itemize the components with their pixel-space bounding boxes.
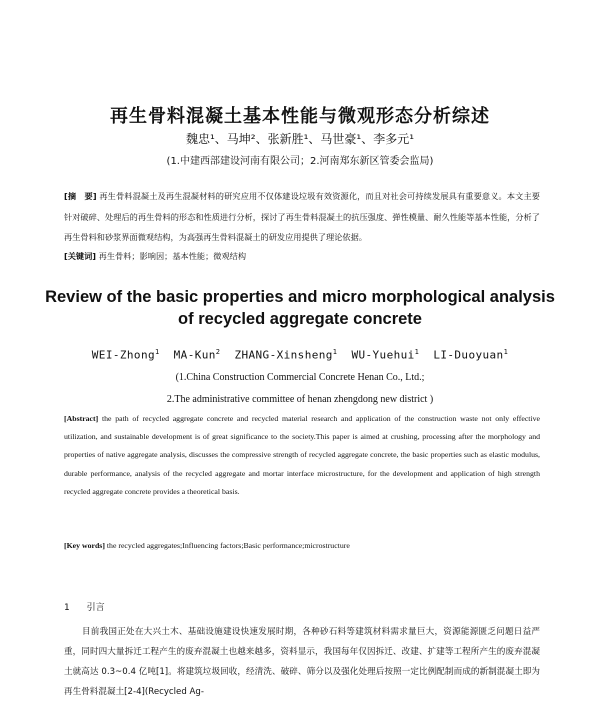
chinese-keywords: [64, 250, 540, 262]
chinese-abstract: [64, 186, 540, 248]
author-sup: 1: [414, 348, 420, 356]
section-title: 引言: [86, 603, 105, 613]
english-abstract-tag: [Abstract]: [64, 414, 99, 423]
english-affiliation-line-2: 2.The administrative committee of henan zhengdong new district ): [166, 394, 434, 405]
english-authors: [0, 348, 600, 362]
english-abstract: [64, 410, 540, 501]
chinese-title: 再生骨料混凝土基本性能与微观形态分析综述: [110, 106, 490, 127]
section-body: [64, 622, 540, 702]
chinese-abstract-text: 再生骨料混凝土及再生混凝材料的研究应用不仅体建设垃圾有效资源化，而且对社会可持续发展具有重要意义。本文主要针对破碎、处理后的再生骨料的形态和性质进行分析，探讨了再生骨料混凝土的抗压强度、弹性模量、耐久性能等基本性能，分析了再生骨料和砂浆界面微观结构，为高强再生骨料混凝土的研发应用提供了理论依据。: [64, 191, 540, 242]
english-abstract-text: the path of recycled aggregate concrete and recycled material research and application of the construction waste not only effective utilization, and sustainable development is of great significance to the society.This paper is aimed at crushing, processing after the morphology and properties of native aggregate analysis, discusses the compressive strength of recycled aggregate concrete, the basic properties such as elastic modulus, durable performance, analysis of the recycled aggregate and mortar interface microstructure, for the development and application of high strength recycled aggregate concrete provides a theoretical basis.: [64, 414, 540, 496]
chinese-authors: 魏忠¹、马坤²、张新胜¹、马世豪¹、李多元¹: [185, 132, 415, 146]
section-number: 1: [64, 603, 70, 613]
author-name: MA-Kun: [173, 348, 216, 362]
english-keywords-text: the recycled aggregates;Influencing factors;Basic performance;microstructure: [106, 541, 350, 550]
english-title-line-1: Review of the basic properties and micro morphological analysis: [45, 288, 555, 306]
section-heading: [64, 600, 105, 613]
english-affiliation: [0, 367, 600, 411]
chinese-affiliation: (1.中建西部建设河南有限公司；2.河南郑东新区管委会监局): [166, 156, 434, 167]
english-title-line-2: of recycled aggregate concrete: [178, 310, 422, 328]
chinese-keywords-text: 再生骨料；影响因；基本性能；微观结构: [98, 251, 247, 261]
author-name: LI-Duoyuan: [433, 348, 504, 362]
english-keywords: [64, 540, 540, 552]
body-paragraph: 目前我国正处在大兴土木、基础设施建设快速发展时期，各种砂石料等建筑材料需求量巨大，资源能源匮乏问题日益严重，同时四大量拆迁工程产生的废弃混凝土也越来越多，资料显示，我国每年仅因拆迁、改建、扩建等工程所产生的废弃混凝土就高达 0.3~0.4 亿吨[1]。将建筑垃圾回收，经清洗、破碎、筛分以及强化处理后按照一定比例配制而成的新制混凝土即为再生骨料混凝土[2-4](Recycled Ag-: [64, 627, 540, 697]
chinese-keywords-tag: [关键词]: [64, 251, 97, 261]
author-sup: 1: [154, 348, 160, 356]
author-name: WU-Yuehui: [351, 348, 415, 362]
author-name: WEI-Zhong: [91, 348, 155, 362]
author-name: ZHANG-Xinsheng: [234, 348, 333, 362]
author-sup: 1: [503, 348, 509, 356]
english-title: [0, 286, 600, 330]
chinese-abstract-tag: [摘 要]: [64, 191, 97, 201]
english-affiliation-line-1: (1.China Construction Commercial Concrete Henan Co., Ltd.;: [175, 372, 425, 383]
author-sup: 2: [215, 348, 221, 356]
author-sup: 1: [332, 348, 338, 356]
english-keywords-tag: [Key words]: [64, 541, 105, 550]
